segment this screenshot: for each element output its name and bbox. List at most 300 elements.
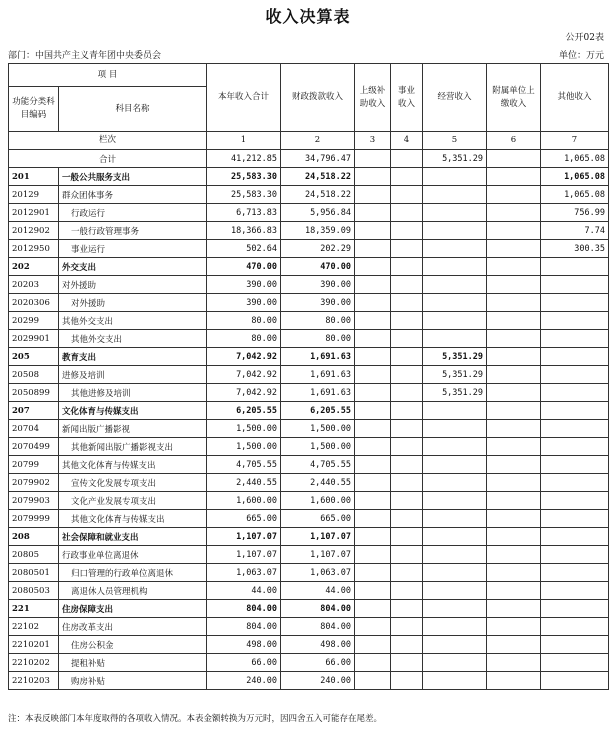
- row-fiscal: 498.00: [281, 636, 355, 654]
- header-operating: 经营收入: [423, 64, 487, 132]
- row-operating: [423, 294, 487, 312]
- table-row: [9, 564, 609, 582]
- total-label: 合计: [9, 150, 207, 168]
- table-row: [9, 474, 609, 492]
- table-row: [9, 438, 609, 456]
- row-upper: [355, 636, 391, 654]
- row-career: [391, 330, 423, 348]
- row-fiscal: 4,705.55: [281, 456, 355, 474]
- row-code: 2210202: [9, 654, 59, 672]
- row-upper: [355, 330, 391, 348]
- col-number: 2: [281, 132, 355, 150]
- row-upper: [355, 222, 391, 240]
- row-operating: [423, 312, 487, 330]
- table-row: [9, 240, 609, 258]
- row-career: [391, 510, 423, 528]
- row-career: [391, 672, 423, 690]
- row-other: [541, 474, 609, 492]
- row-other: [541, 438, 609, 456]
- row-career: [391, 474, 423, 492]
- row-operating: [423, 420, 487, 438]
- row-fiscal: 804.00: [281, 618, 355, 636]
- table-row: [9, 528, 609, 546]
- row-other: [541, 312, 609, 330]
- row-name: 其他文化体育与传媒支出: [59, 510, 207, 528]
- row-total: 502.64: [207, 240, 281, 258]
- row-operating: [423, 618, 487, 636]
- row-total: 44.00: [207, 582, 281, 600]
- row-operating: [423, 582, 487, 600]
- row-code: 221: [9, 600, 59, 618]
- row-code: 2029901: [9, 330, 59, 348]
- row-career: [391, 564, 423, 582]
- row-name: 一般行政管理事务: [59, 222, 207, 240]
- row-affiliated: [487, 330, 541, 348]
- row-fiscal: 18,359.09: [281, 222, 355, 240]
- row-career: [391, 546, 423, 564]
- row-name: 其他进修及培训: [59, 384, 207, 402]
- row-affiliated: [487, 312, 541, 330]
- row-upper: [355, 510, 391, 528]
- row-fiscal: 1,691.63: [281, 366, 355, 384]
- row-upper: [355, 348, 391, 366]
- table-row: [9, 294, 609, 312]
- row-operating: [423, 186, 487, 204]
- row-affiliated: [487, 384, 541, 402]
- table-row: [9, 276, 609, 294]
- row-total: 1,600.00: [207, 492, 281, 510]
- row-affiliated: [487, 636, 541, 654]
- row-upper: [355, 438, 391, 456]
- row-name: 住房改革支出: [59, 618, 207, 636]
- row-name: 行政运行: [59, 204, 207, 222]
- table-row: [9, 366, 609, 384]
- total-fiscal: 34,796.47: [281, 150, 355, 168]
- row-operating: [423, 510, 487, 528]
- table-row: [9, 420, 609, 438]
- row-affiliated: [487, 258, 541, 276]
- row-name: 外交支出: [59, 258, 207, 276]
- row-name: 住房公积金: [59, 636, 207, 654]
- table-row: [9, 330, 609, 348]
- row-operating: [423, 600, 487, 618]
- row-upper: [355, 402, 391, 420]
- row-operating: [423, 474, 487, 492]
- table-row: [9, 546, 609, 564]
- row-total: 6,713.83: [207, 204, 281, 222]
- row-other: 300.35: [541, 240, 609, 258]
- row-other: [541, 528, 609, 546]
- row-operating: [423, 222, 487, 240]
- header-func-code: 功能分类科目编码: [9, 87, 59, 132]
- row-other: [541, 546, 609, 564]
- row-career: [391, 276, 423, 294]
- row-other: [541, 582, 609, 600]
- row-upper: [355, 492, 391, 510]
- row-other: 1,065.08: [541, 186, 609, 204]
- table-row: [9, 222, 609, 240]
- row-affiliated: [487, 600, 541, 618]
- row-total: 25,583.30: [207, 168, 281, 186]
- row-fiscal: 5,956.84: [281, 204, 355, 222]
- table-row: [9, 582, 609, 600]
- row-career: [391, 348, 423, 366]
- row-other: 7.74: [541, 222, 609, 240]
- row-affiliated: [487, 672, 541, 690]
- table-row: [9, 384, 609, 402]
- row-operating: 5,351.29: [423, 384, 487, 402]
- row-career: [391, 420, 423, 438]
- header-career: 事业收入: [391, 64, 423, 132]
- row-other: [541, 510, 609, 528]
- row-name: 对外援助: [59, 294, 207, 312]
- row-other: [541, 654, 609, 672]
- row-code: 2079903: [9, 492, 59, 510]
- row-total: 7,042.92: [207, 348, 281, 366]
- row-affiliated: [487, 618, 541, 636]
- row-affiliated: [487, 204, 541, 222]
- row-total: 470.00: [207, 258, 281, 276]
- row-name: 提租补贴: [59, 654, 207, 672]
- row-affiliated: [487, 366, 541, 384]
- row-affiliated: [487, 582, 541, 600]
- row-name: 离退休人员管理机构: [59, 582, 207, 600]
- row-code: 2020306: [9, 294, 59, 312]
- col-number: 7: [541, 132, 609, 150]
- row-name: 教育支出: [59, 348, 207, 366]
- row-operating: [423, 276, 487, 294]
- row-name: 购房补贴: [59, 672, 207, 690]
- col-number: 5: [423, 132, 487, 150]
- total-other: 1,065.08: [541, 150, 609, 168]
- row-code: 205: [9, 348, 59, 366]
- row-career: [391, 456, 423, 474]
- row-total: 7,042.92: [207, 366, 281, 384]
- row-other: [541, 258, 609, 276]
- row-upper: [355, 546, 391, 564]
- row-career: [391, 240, 423, 258]
- row-career: [391, 168, 423, 186]
- col-number-label: 栏次: [9, 132, 207, 150]
- row-operating: 5,351.29: [423, 366, 487, 384]
- row-total: 6,205.55: [207, 402, 281, 420]
- row-upper: [355, 240, 391, 258]
- row-fiscal: 804.00: [281, 600, 355, 618]
- table-row: [9, 258, 609, 276]
- table-row: [9, 312, 609, 330]
- row-upper: [355, 294, 391, 312]
- row-code: 2080503: [9, 582, 59, 600]
- row-operating: [423, 546, 487, 564]
- table-row: [9, 204, 609, 222]
- row-total: 390.00: [207, 276, 281, 294]
- row-fiscal: 665.00: [281, 510, 355, 528]
- row-total: 240.00: [207, 672, 281, 690]
- header-other: 其他收入: [541, 64, 609, 132]
- row-fiscal: 390.00: [281, 276, 355, 294]
- row-code: 20704: [9, 420, 59, 438]
- row-code: 20129: [9, 186, 59, 204]
- row-name: 其他新闻出版广播影视支出: [59, 438, 207, 456]
- table-row: [9, 636, 609, 654]
- row-operating: [423, 240, 487, 258]
- header-affiliated: 附属单位上缴收入: [487, 64, 541, 132]
- row-upper: [355, 528, 391, 546]
- row-operating: [423, 258, 487, 276]
- row-name: 事业运行: [59, 240, 207, 258]
- page-title: 收入决算表: [265, 7, 351, 26]
- row-name: 新闻出版广播影视: [59, 420, 207, 438]
- row-total: 390.00: [207, 294, 281, 312]
- row-upper: [355, 654, 391, 672]
- table-row: [9, 672, 609, 690]
- row-affiliated: [487, 294, 541, 312]
- total-upper: [355, 150, 391, 168]
- table-row: [9, 402, 609, 420]
- row-career: [391, 618, 423, 636]
- row-operating: [423, 330, 487, 348]
- row-upper: [355, 168, 391, 186]
- row-code: 2070499: [9, 438, 59, 456]
- total-operating: 5,351.29: [423, 150, 487, 168]
- row-upper: [355, 366, 391, 384]
- row-operating: [423, 636, 487, 654]
- row-affiliated: [487, 276, 541, 294]
- row-fiscal: 6,205.55: [281, 402, 355, 420]
- row-total: 18,366.83: [207, 222, 281, 240]
- row-code: 20299: [9, 312, 59, 330]
- row-upper: [355, 258, 391, 276]
- row-upper: [355, 672, 391, 690]
- row-fiscal: 44.00: [281, 582, 355, 600]
- row-name: 归口管理的行政单位离退休: [59, 564, 207, 582]
- row-total: 1,107.07: [207, 528, 281, 546]
- row-career: [391, 384, 423, 402]
- col-number: 1: [207, 132, 281, 150]
- row-other: [541, 384, 609, 402]
- row-career: [391, 636, 423, 654]
- table-row: [9, 456, 609, 474]
- row-code: 2210203: [9, 672, 59, 690]
- row-upper: [355, 204, 391, 222]
- row-code: 207: [9, 402, 59, 420]
- row-other: 756.99: [541, 204, 609, 222]
- row-total: 2,440.55: [207, 474, 281, 492]
- form-number: 公开02表: [565, 33, 604, 43]
- row-other: 1,065.08: [541, 168, 609, 186]
- row-total: 7,042.92: [207, 384, 281, 402]
- department-label: 部门：中国共产主义青年团中央委员会: [8, 51, 162, 61]
- row-fiscal: 1,691.63: [281, 348, 355, 366]
- row-other: [541, 456, 609, 474]
- row-affiliated: [487, 240, 541, 258]
- row-total: 80.00: [207, 312, 281, 330]
- row-career: [391, 654, 423, 672]
- row-code: 201: [9, 168, 59, 186]
- total-row: [9, 150, 609, 168]
- header-upper: 上级补助收入: [355, 64, 391, 132]
- row-name: 进修及培训: [59, 366, 207, 384]
- row-career: [391, 438, 423, 456]
- row-operating: [423, 654, 487, 672]
- table-row: [9, 168, 609, 186]
- row-fiscal: 202.29: [281, 240, 355, 258]
- income-table: [8, 63, 609, 690]
- row-affiliated: [487, 546, 541, 564]
- row-upper: [355, 564, 391, 582]
- row-career: [391, 528, 423, 546]
- row-total: 4,705.55: [207, 456, 281, 474]
- row-upper: [355, 618, 391, 636]
- row-total: 498.00: [207, 636, 281, 654]
- row-code: 20799: [9, 456, 59, 474]
- row-total: 25,583.30: [207, 186, 281, 204]
- row-name: 对外援助: [59, 276, 207, 294]
- row-affiliated: [487, 474, 541, 492]
- meta-bar: [8, 48, 604, 61]
- row-name: 其他文化体育与传媒支出: [59, 456, 207, 474]
- row-total: 66.00: [207, 654, 281, 672]
- row-affiliated: [487, 456, 541, 474]
- row-other: [541, 294, 609, 312]
- footnote: 注：本表反映部门本年度取得的各项收入情况。本表金额转换为万元时，因四舍五入可能存在尾差。: [8, 714, 383, 724]
- row-other: [541, 492, 609, 510]
- row-fiscal: 2,440.55: [281, 474, 355, 492]
- total-affiliated: [487, 150, 541, 168]
- row-code: 2012950: [9, 240, 59, 258]
- row-name: 宣传文化发展专项支出: [59, 474, 207, 492]
- row-fiscal: 1,691.63: [281, 384, 355, 402]
- row-affiliated: [487, 348, 541, 366]
- row-fiscal: 390.00: [281, 294, 355, 312]
- row-other: [541, 672, 609, 690]
- row-career: [391, 402, 423, 420]
- row-affiliated: [487, 528, 541, 546]
- row-name: 文化产业发展专项支出: [59, 492, 207, 510]
- row-other: [541, 600, 609, 618]
- header-fiscal: 财政拨款收入: [281, 64, 355, 132]
- col-number: 6: [487, 132, 541, 150]
- row-total: 804.00: [207, 600, 281, 618]
- row-operating: [423, 528, 487, 546]
- row-operating: [423, 672, 487, 690]
- row-other: [541, 330, 609, 348]
- row-affiliated: [487, 168, 541, 186]
- row-other: [541, 276, 609, 294]
- row-fiscal: 80.00: [281, 330, 355, 348]
- row-name: 文化体育与传媒支出: [59, 402, 207, 420]
- row-operating: [423, 204, 487, 222]
- table-row: [9, 186, 609, 204]
- row-career: [391, 258, 423, 276]
- row-other: [541, 564, 609, 582]
- row-code: 208: [9, 528, 59, 546]
- row-other: [541, 366, 609, 384]
- row-code: 2210201: [9, 636, 59, 654]
- row-code: 2050899: [9, 384, 59, 402]
- row-other: [541, 636, 609, 654]
- row-name: 群众团体事务: [59, 186, 207, 204]
- header-total: 本年收入合计: [207, 64, 281, 132]
- total-total: 41,212.85: [207, 150, 281, 168]
- row-name: 住房保障支出: [59, 600, 207, 618]
- row-career: [391, 582, 423, 600]
- row-name: 其他外交支出: [59, 330, 207, 348]
- row-code: 2079902: [9, 474, 59, 492]
- row-fiscal: 240.00: [281, 672, 355, 690]
- row-fiscal: 24,518.22: [281, 186, 355, 204]
- row-code: 2080501: [9, 564, 59, 582]
- row-affiliated: [487, 510, 541, 528]
- row-name: 社会保障和就业支出: [59, 528, 207, 546]
- table-row: [9, 600, 609, 618]
- row-operating: 5,351.29: [423, 348, 487, 366]
- row-upper: [355, 456, 391, 474]
- table-row: [9, 618, 609, 636]
- col-number: 3: [355, 132, 391, 150]
- row-total: 1,107.07: [207, 546, 281, 564]
- row-career: [391, 222, 423, 240]
- row-upper: [355, 312, 391, 330]
- row-upper: [355, 276, 391, 294]
- row-upper: [355, 474, 391, 492]
- row-operating: [423, 564, 487, 582]
- header-subject-name: 科目名称: [59, 87, 207, 132]
- row-name: 一般公共服务支出: [59, 168, 207, 186]
- row-affiliated: [487, 420, 541, 438]
- row-code: 2079999: [9, 510, 59, 528]
- row-code: 20203: [9, 276, 59, 294]
- row-affiliated: [487, 492, 541, 510]
- row-affiliated: [487, 564, 541, 582]
- row-code: 2012901: [9, 204, 59, 222]
- row-operating: [423, 438, 487, 456]
- row-total: 665.00: [207, 510, 281, 528]
- row-affiliated: [487, 222, 541, 240]
- row-upper: [355, 186, 391, 204]
- row-affiliated: [487, 186, 541, 204]
- row-total: 1,500.00: [207, 420, 281, 438]
- table-row: [9, 348, 609, 366]
- row-other: [541, 618, 609, 636]
- row-total: 804.00: [207, 618, 281, 636]
- row-fiscal: 80.00: [281, 312, 355, 330]
- row-total: 1,063.07: [207, 564, 281, 582]
- col-number: 4: [391, 132, 423, 150]
- row-affiliated: [487, 654, 541, 672]
- row-other: [541, 402, 609, 420]
- row-career: [391, 312, 423, 330]
- row-career: [391, 600, 423, 618]
- row-code: 22102: [9, 618, 59, 636]
- row-operating: [423, 492, 487, 510]
- row-upper: [355, 600, 391, 618]
- row-name: 行政事业单位离退休: [59, 546, 207, 564]
- unit-label: 单位：万元: [558, 51, 604, 61]
- row-fiscal: 1,600.00: [281, 492, 355, 510]
- row-career: [391, 186, 423, 204]
- row-operating: [423, 168, 487, 186]
- row-career: [391, 294, 423, 312]
- total-career: [391, 150, 423, 168]
- row-code: 202: [9, 258, 59, 276]
- row-upper: [355, 384, 391, 402]
- table-row: [9, 654, 609, 672]
- row-affiliated: [487, 438, 541, 456]
- row-fiscal: 1,500.00: [281, 420, 355, 438]
- row-career: [391, 366, 423, 384]
- row-operating: [423, 402, 487, 420]
